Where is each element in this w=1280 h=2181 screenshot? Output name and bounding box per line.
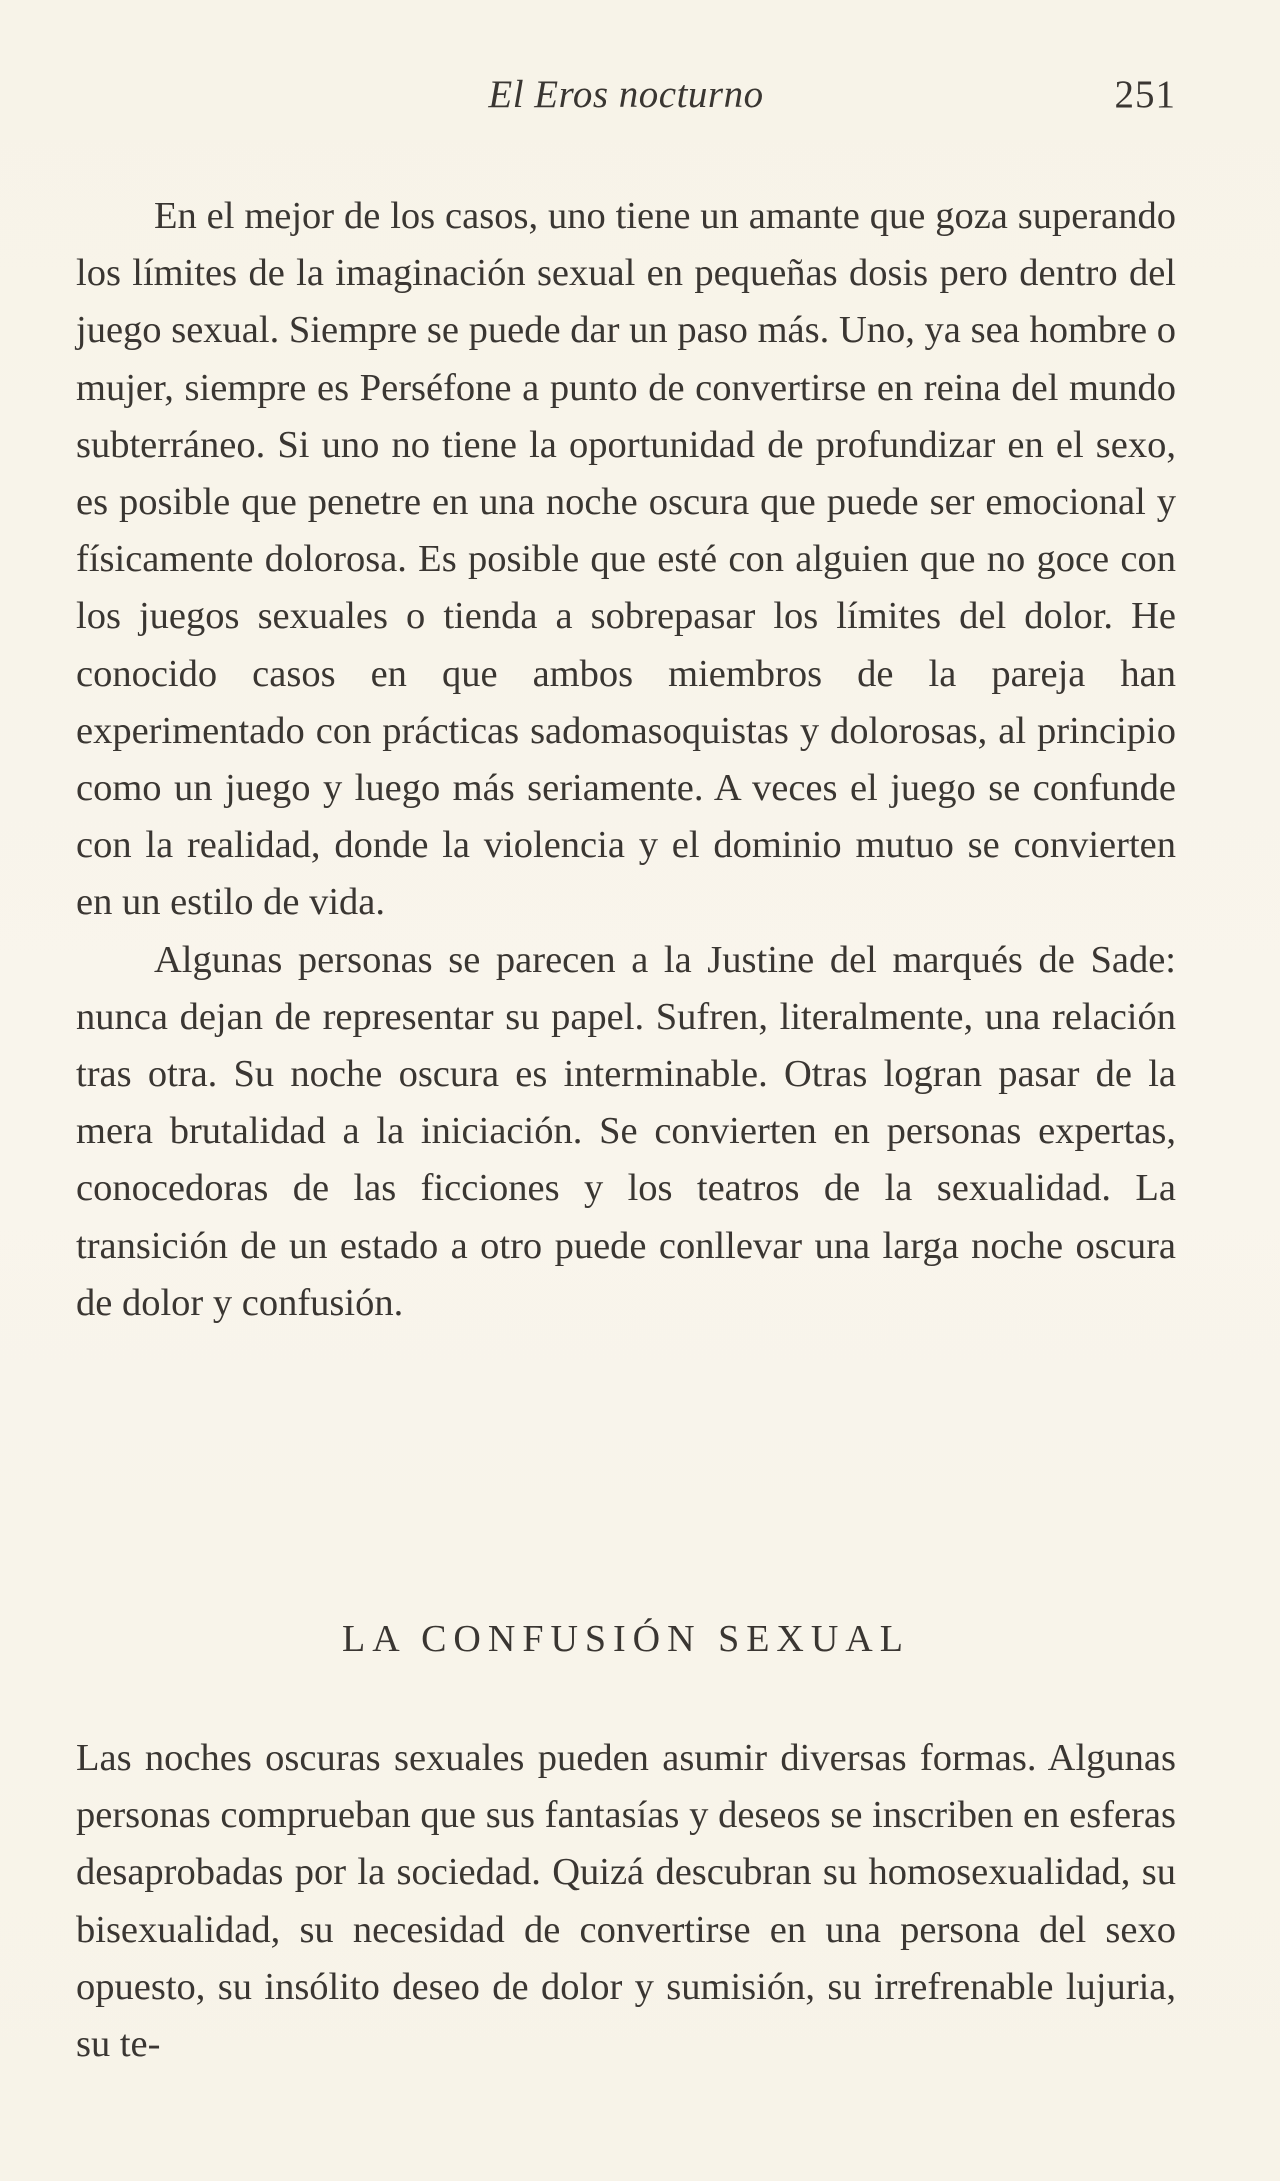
running-header [76, 72, 1176, 128]
page-number: 251 [1114, 73, 1176, 116]
running-title: El Eros nocturno [488, 73, 764, 116]
paragraph: En el mejor de los casos, uno tiene un amante que goza superando los límites de la imaginación sexual en pequeñas dosis pero dentro del juego sexual. Siempre se puede dar un paso más. Uno, ya sea hombre o mujer, siempre es Perséfone a punto de convertirse en reina del mundo subterráneo. Si uno no tiene la oportunidad de profundizar en el sexo, es posible que penetre en una noche oscura que puede ser emocional y físicamente dolorosa. Es posible que esté con alguien que no goce con los juegos sexuales o tienda a sobrepasar los límites del dolor. He conocido casos en que ambos miembros de la pareja han experimentado con prácticas sadomasoquistas y dolorosas, al principio como un juego y luego más seriamente. A veces el juego se confunde con la realidad, donde la violencia y el dominio mutuo se convierten en un estilo de vida. [76, 195, 1176, 924]
paragraph: Las noches oscuras sexuales pueden asumir diversas formas. Algunas personas comprueban que sus fantasías y deseos se inscriben en esferas desaprobadas por la sociedad. Quizá descubran su homosexualidad, su bisexualidad, su necesidad de convertirse en una persona del sexo opuesto, su insólito deseo de dolor y sumisión, su irrefrenable lujuria, su te- [76, 1737, 1176, 2066]
paragraph: Algunas personas se parecen a la Justine del marqués de Sade: nunca dejan de representar su papel. Sufren, literalmente, una relación tras otra. Su noche oscura es interminable. Otras logran pasar de la mera brutalidad a la iniciación. Se convierten en personas expertas, conocedoras de las ficciones y los teatros de la sexualidad. La transición de un estado a otro puede conllevar una larga noche oscura de dolor y confusión. [76, 938, 1176, 1324]
main-text-block [76, 188, 1176, 1332]
section-text-block [76, 1730, 1176, 2073]
section-heading: LA CONFUSIÓN SEXUAL [342, 1618, 910, 1660]
